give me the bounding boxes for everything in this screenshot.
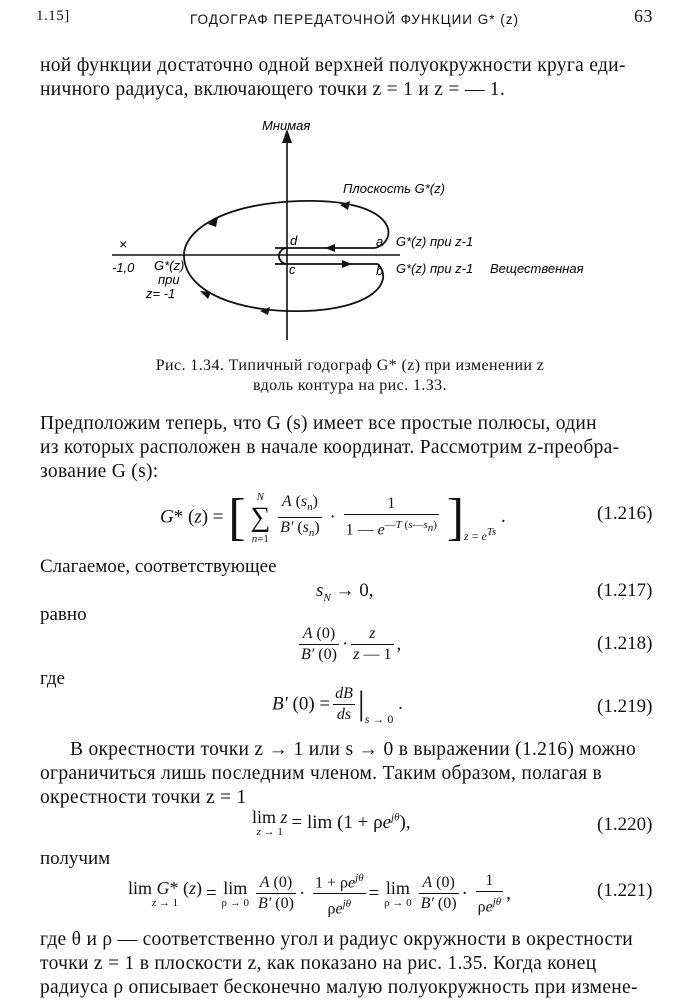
label-gde: где bbox=[40, 668, 65, 689]
point-b: b bbox=[376, 263, 384, 278]
contour-arrow-3 bbox=[200, 291, 211, 299]
hodograph-contour bbox=[184, 201, 389, 311]
slot-arrow-2 bbox=[342, 260, 352, 268]
slot-arrow-1 bbox=[325, 244, 335, 252]
imaginary-axis-label: Мнимая bbox=[262, 118, 311, 133]
para2-line-3: зование G (s): bbox=[40, 461, 159, 482]
intro-paragraph bbox=[40, 54, 658, 102]
running-title: ГОДОГРАФ ПЕРЕДАТОЧНОЙ ФУНКЦИИ G* (z) bbox=[190, 12, 519, 27]
hodograph-figure bbox=[100, 115, 600, 350]
paragraph-2 bbox=[40, 412, 658, 484]
section-number: 1.15] bbox=[36, 8, 70, 24]
para3-line-1: В окрестности точки z → 1 или s → 0 в выражении (1.216) можно bbox=[70, 739, 637, 760]
origin-semicircle bbox=[279, 248, 287, 264]
para4-line-1: где θ и ρ — соответственно угол и радиус окружности в окрестности bbox=[40, 929, 634, 950]
caption-line-1: Рис. 1.34. Типичный годограф G* (z) при изменении z bbox=[155, 357, 545, 374]
equation-1218: $\frac{A (0)}{B' (0)}$ · $\frac{z}{z — 1}$ , bbox=[301, 625, 402, 663]
equation-1221: lim G* (z) z → 1 = lim ρ → 0 $\frac{A (0)}{B' (0)}$ · $\frac{1 + \rho e^{j\theta}}{\rho e^{j\theta}}$ = lim ρ → 0 $\frac{A (0)}{B' (0)}$ · $\frac{1}{\rho e^{j\theta}}$ , bbox=[128, 868, 511, 920]
paragraph-3 bbox=[40, 738, 660, 810]
left-label-1: G*(z) bbox=[154, 258, 185, 273]
label-slagaemoe: Слагаемое, соответствующее bbox=[40, 556, 277, 577]
equation-1216: G* (z) = [ N ∑ n=1 $\frac{A (s_n)}{B' (s_n)}$ · $\frac{1}{1 — e^{—T (s—s_n)}}$ ]$_{z = e^{Ts}}$ . bbox=[160, 489, 506, 546]
figure-caption bbox=[100, 356, 600, 396]
para3-line-2: ограничиться лишь последним членом. Таким образом, полагая в bbox=[40, 763, 603, 784]
eq-number-1217: (1.217) bbox=[597, 580, 653, 601]
caption-line-2: вдоль контура на рис. 1.33. bbox=[253, 377, 447, 394]
eq-number-1220: (1.220) bbox=[597, 814, 653, 835]
para4-line-2: точки z = 1 в плоскости z, как показано на рис. 1.35. Когда конец bbox=[40, 953, 597, 974]
label-poluchim: получим bbox=[40, 848, 111, 869]
intro-line-2: ничного радиуса, включающего точки z = 1 и z = — 1. bbox=[40, 79, 506, 100]
equation-1217: $s_N \to 0$, bbox=[316, 580, 374, 604]
minus-one-label: -1,0 bbox=[112, 260, 135, 275]
label-point-b: G*(z) при z-1 bbox=[396, 261, 474, 276]
page-number: 63 bbox=[634, 6, 653, 26]
intro-line-1: ной функции достаточно одной верхней полуокружности круга еди- bbox=[40, 55, 626, 76]
minus-one-cross: × bbox=[119, 236, 128, 252]
paragraph-4 bbox=[40, 928, 660, 1000]
real-axis-label: Вещественная bbox=[490, 261, 584, 276]
equation-1219: B′ (0) = $\frac{dB}{ds}$ $|_{s \to 0}$ . bbox=[272, 685, 403, 726]
para3-line-3: окрестности точки z = 1 bbox=[40, 787, 247, 808]
eq-number-1219: (1.219) bbox=[597, 696, 653, 717]
para4-line-3: радиуса ρ описывает бесконечно малую полуокружность при измене- bbox=[40, 977, 638, 998]
label-point-a: G*(z) при z-1 bbox=[396, 234, 474, 249]
point-c: c bbox=[289, 262, 296, 277]
plane-label: Плоскость G*(z) bbox=[343, 181, 445, 196]
eq-number-1216: (1.216) bbox=[597, 503, 653, 524]
para2-line-1: Предположим теперь, что G (s) имеет все простые полюсы, один bbox=[40, 413, 597, 434]
left-label-2: при bbox=[158, 272, 180, 287]
point-d: d bbox=[290, 233, 298, 248]
left-label-3: z= -1 bbox=[146, 286, 176, 301]
eq-number-1221: (1.221) bbox=[597, 880, 653, 901]
label-ravno: равно bbox=[40, 604, 87, 625]
eq-number-1218: (1.218) bbox=[597, 633, 653, 654]
point-a: a bbox=[376, 234, 384, 249]
equation-1220: lim z z → 1 = $\lim (1 + \rho e^{j\theta})$, bbox=[252, 807, 411, 838]
para2-line-2: из которых расположен в начале координат. Рассмотрим z-преобра- bbox=[40, 437, 620, 458]
